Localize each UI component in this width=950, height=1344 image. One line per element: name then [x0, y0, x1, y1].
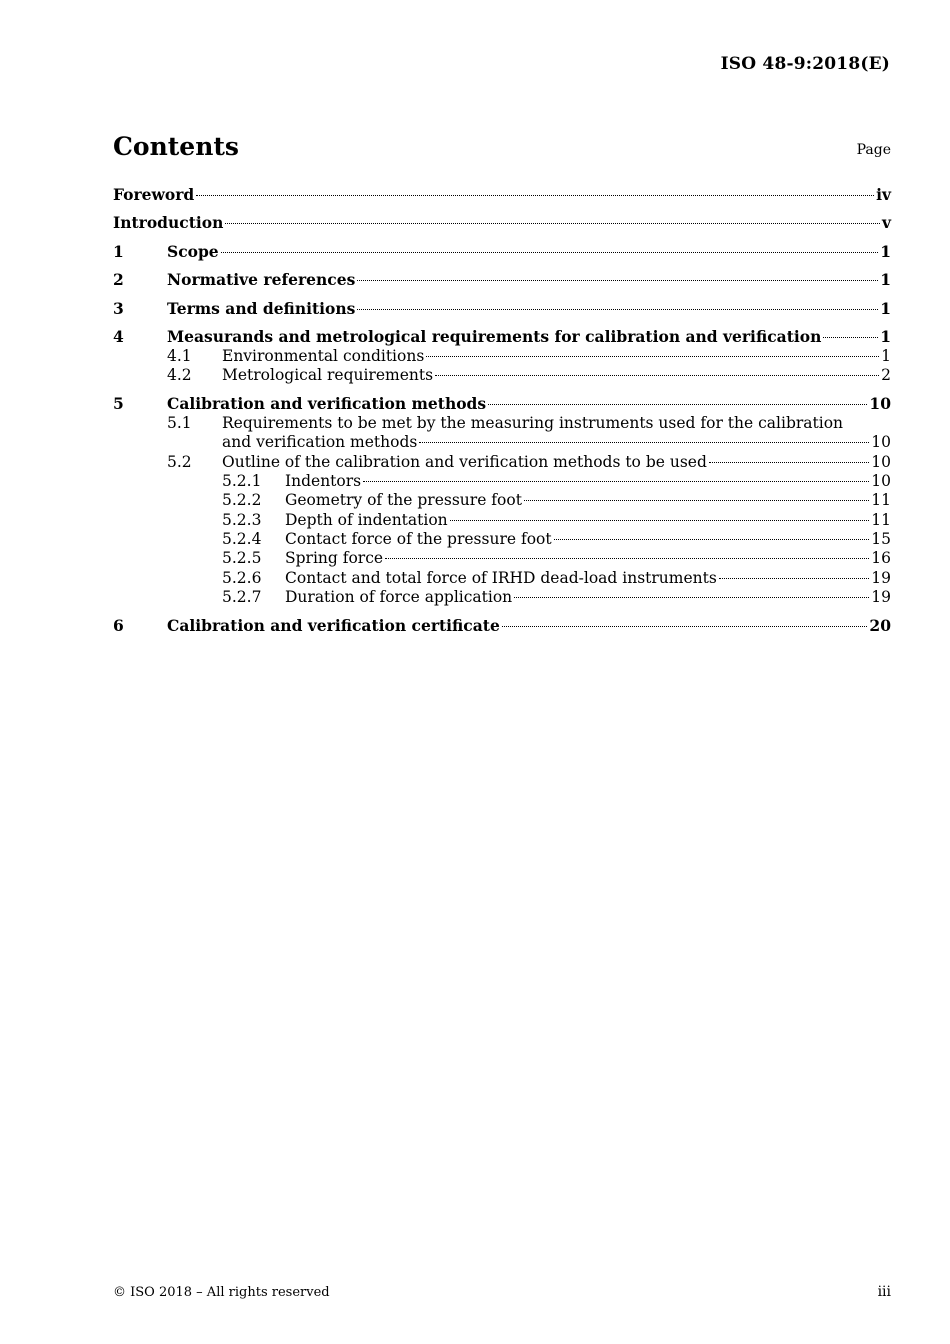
toc-entry-contact-force-pressure-foot[interactable]	[113, 530, 891, 549]
toc-entry-number: 6	[113, 616, 124, 636]
page-column-label: Page	[856, 142, 891, 158]
toc-entry-page: 1	[880, 270, 891, 290]
dot-leader	[488, 404, 867, 405]
toc-entry-page: 1	[880, 241, 891, 261]
dot-leader	[385, 558, 869, 559]
toc-entry-text: Contact and total force of IRHD dead-load instruments	[285, 568, 717, 587]
toc-entry-text: and verification methods	[222, 433, 418, 452]
toc-entry-text: Depth of indentation	[285, 510, 448, 529]
toc-entry-number: 5.2.5	[222, 549, 262, 568]
toc-entry-environmental-conditions[interactable]	[113, 347, 891, 366]
toc-entry-text: Spring force	[285, 549, 384, 568]
toc-entry-irhd-dead-load[interactable]	[113, 569, 891, 588]
dot-leader	[719, 578, 869, 579]
toc-entry-text: Indentors	[285, 471, 362, 490]
toc-entry-calibration-methods[interactable]	[113, 394, 891, 414]
dot-leader	[502, 626, 868, 627]
toc-entry-text: Normative references	[167, 270, 356, 290]
toc-entry-text: Terms and definitions	[167, 298, 356, 318]
toc-entry-text: Calibration and verification methods	[167, 394, 487, 414]
toc-entry-page: 1	[880, 326, 891, 346]
toc-entry-page: 10	[869, 394, 891, 414]
toc-entry-terms-and-definitions[interactable]	[113, 299, 891, 319]
toc-entry-number: 4.1	[167, 346, 192, 365]
toc-entry-page: 16	[871, 549, 891, 568]
dot-leader	[196, 195, 874, 196]
toc-entry-number: 5.2.4	[222, 530, 262, 549]
document-id: ISO 48-9:2018(E)	[720, 54, 890, 74]
toc-entry-certificate[interactable]	[113, 616, 891, 636]
toc-entry-scope[interactable]	[113, 242, 891, 262]
dot-leader	[363, 481, 869, 482]
toc-entry-duration-force-application[interactable]	[113, 588, 891, 607]
toc-entry-text: Measurands and metrological requirements for calibration and verification	[167, 326, 822, 346]
toc-entry-page: 20	[869, 616, 891, 636]
toc-entry-page: 15	[871, 530, 891, 549]
contents-title-row	[113, 132, 891, 166]
toc-entry-text: Calibration and verification certificate	[167, 616, 500, 636]
toc-entry-requirements-line1[interactable]	[113, 414, 891, 433]
toc-entry-number: 5.1	[167, 413, 192, 432]
dot-leader	[357, 309, 878, 310]
toc-entry-page: 2	[881, 365, 891, 384]
toc-entry-page: 10	[871, 433, 891, 452]
toc-entry-measurands[interactable]	[113, 327, 891, 347]
toc-entry-page: iv	[876, 185, 891, 204]
toc-entry-requirements-line2[interactable]	[113, 433, 891, 452]
toc-entry-number: 4.2	[167, 365, 192, 384]
toc-entry-number: 5.2.7	[222, 588, 262, 607]
dot-leader	[357, 280, 878, 281]
toc-entry-text: Duration of force application	[285, 588, 513, 607]
toc-entry-text: Introduction	[113, 213, 224, 233]
dot-leader	[435, 375, 879, 376]
toc-entry-text: Environmental conditions	[222, 346, 425, 365]
toc-entry-outline-of-methods[interactable]	[113, 453, 891, 472]
dot-leader	[524, 500, 869, 501]
toc-entry-number: 2	[113, 270, 124, 290]
page-title: Contents	[113, 132, 240, 161]
toc-entry-page: 1	[880, 298, 891, 318]
toc-entry-number: 3	[113, 298, 124, 318]
toc-entry-page: v	[881, 213, 891, 233]
toc-entry-text: Outline of the calibration and verification methods to be used	[222, 452, 707, 471]
toc-entry-number: 1	[113, 241, 124, 261]
toc-entry-text: Scope	[167, 241, 219, 261]
toc-entry-indentors[interactable]	[113, 472, 891, 491]
toc-entry-spring-force[interactable]	[113, 549, 891, 568]
toc-entry-page: 11	[871, 491, 891, 510]
toc-entry-text: Metrological requirements	[222, 365, 434, 384]
dot-leader	[554, 539, 870, 540]
dot-leader	[514, 597, 869, 598]
toc-entry-normative-references[interactable]	[113, 270, 891, 290]
toc-entry-number: 5.2.6	[222, 568, 262, 587]
toc-entry-foreword[interactable]	[113, 185, 891, 205]
table-of-contents	[113, 185, 891, 636]
toc-entry-metrological-requirements[interactable]	[113, 366, 891, 385]
dot-leader	[419, 442, 869, 443]
toc-entry-page: 19	[871, 588, 891, 607]
toc-entry-number: 4	[113, 326, 124, 346]
dot-leader	[709, 462, 869, 463]
toc-entry-page: 11	[871, 510, 891, 529]
toc-entry-text: Requirements to be met by the measuring instruments used for the calibration	[222, 413, 844, 432]
dot-leader	[221, 252, 879, 253]
dot-leader	[823, 337, 878, 338]
toc-entry-page: 19	[871, 568, 891, 587]
toc-entry-number: 5.2.3	[222, 510, 262, 529]
toc-entry-page: 10	[871, 471, 891, 490]
toc-entry-text: Contact force of the pressure foot	[285, 530, 552, 549]
dot-leader	[426, 356, 879, 357]
toc-entry-geometry-pressure-foot[interactable]	[113, 491, 891, 510]
toc-entry-depth-of-indentation[interactable]	[113, 511, 891, 530]
toc-entry-number: 5	[113, 394, 124, 414]
toc-entry-page: 10	[871, 452, 891, 471]
toc-entry-introduction[interactable]	[113, 213, 891, 233]
dot-leader	[450, 520, 870, 521]
copyright-notice: © ISO 2018 – All rights reserved	[113, 1285, 330, 1300]
toc-entry-number: 5.2.1	[222, 471, 262, 490]
dot-leader	[225, 223, 880, 224]
toc-entry-text: Geometry of the pressure foot	[285, 491, 522, 510]
page-number: iii	[877, 1284, 891, 1300]
toc-entry-page: 1	[881, 346, 891, 365]
toc-entry-number: 5.2	[167, 452, 192, 471]
toc-entry-text: Foreword	[113, 185, 195, 204]
toc-entry-number: 5.2.2	[222, 491, 262, 510]
